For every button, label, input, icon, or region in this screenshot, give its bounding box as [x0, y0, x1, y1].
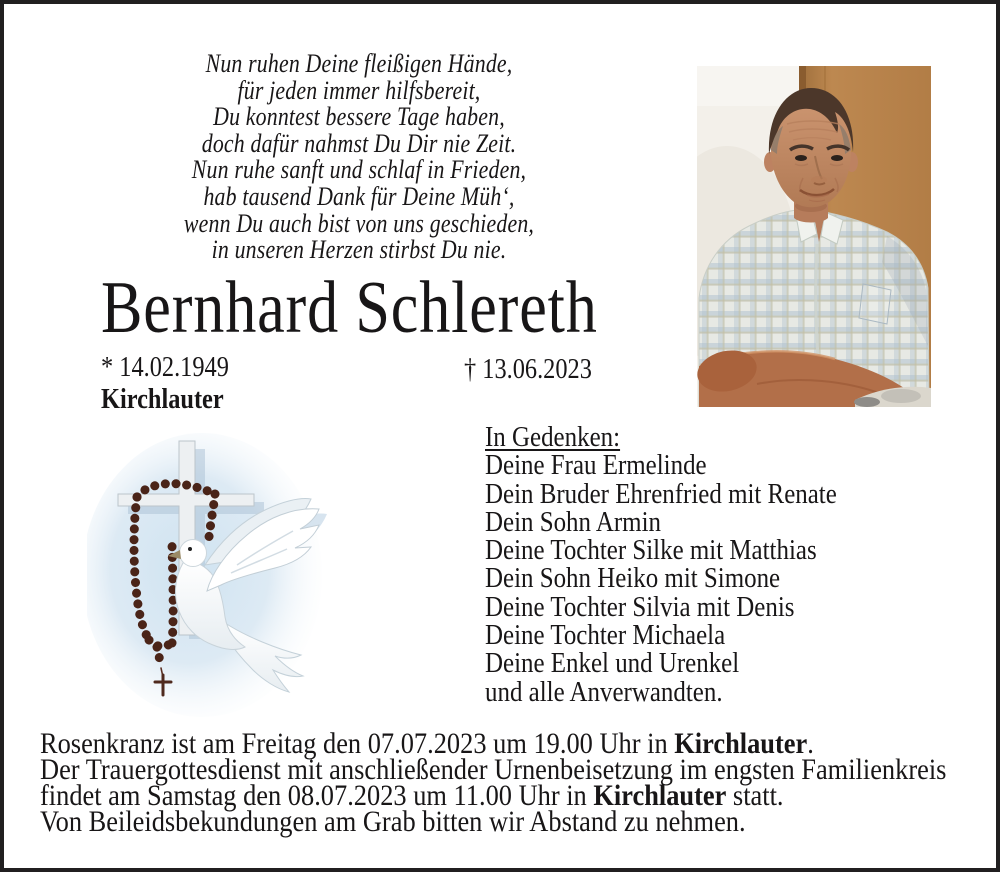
poem-line: Nun ruhen Deine fleißigen Hände,	[205, 49, 513, 78]
poem-line: Du konntest bessere Tage haben,	[213, 102, 505, 132]
portrait-photo	[697, 66, 931, 407]
memorial-line: Dein Bruder Ehrenfried mit Renate	[485, 477, 837, 510]
memorial-heading: In Gedenken:	[485, 421, 621, 453]
poem-line: Nun ruhe sanft und schlaf in Frieden,	[191, 155, 527, 185]
bold-text-segment: Kirchlauter	[593, 779, 727, 812]
text-segment: Von Beileidsbekundungen am Grab bitten wir Abstand zu nehmen.	[40, 805, 746, 838]
poem-line: doch dafür nahmst Du Dir nie Zeit.	[201, 128, 517, 158]
dove-eye	[188, 547, 192, 551]
eye-right	[831, 155, 843, 161]
text-segment: statt.	[726, 779, 784, 812]
funeral-announcement	[40, 727, 947, 838]
memorial-section	[485, 423, 837, 706]
text-segment: .	[807, 727, 814, 760]
text-segment: Rosenkranz ist am Freitag den 07.07.2023 um 19.00 Uhr in	[40, 727, 675, 760]
text-segment: Der Trauergottesdienst mit anschließender Urnenbeisetzung im engsten Familienkreis	[40, 753, 947, 786]
poem-line: hab tausend Dank für Deine Müh‘,	[203, 181, 515, 211]
eye-left	[795, 155, 807, 161]
death-date: † 13.06.2023	[464, 353, 592, 385]
memorial-list	[485, 451, 837, 706]
birth-date: * 14.02.1949	[101, 351, 229, 383]
memorial-line: Deine Tochter Silvia mit Denis	[485, 590, 795, 623]
memorial-line: Dein Sohn Armin	[485, 505, 661, 538]
announcement-line	[40, 805, 946, 838]
poem-line: für jeden immer hilfsbereit,	[237, 75, 481, 105]
text-segment: findet am Samstag den 08.07.2023 um 11.00 Uhr in	[40, 779, 594, 812]
dove-head	[180, 540, 207, 567]
memorial-line: Deine Enkel und Urenkel	[485, 647, 740, 680]
memorial-line: Deine Tochter Michaela	[485, 619, 726, 652]
dove-cross-rosary-illustration	[87, 425, 349, 727]
poem-line: in unseren Herzen stirbst Du nie.	[211, 235, 507, 265]
bold-text-segment: Kirchlauter	[674, 727, 808, 760]
memorial-line: Deine Tochter Silke mit Matthias	[485, 534, 817, 567]
memorial-line: Deine Frau Ermelinde	[485, 449, 707, 482]
deceased-name: Bernhard Schlereth	[101, 267, 598, 349]
residence: Kirchlauter	[101, 383, 224, 415]
memorial-line: Dein Sohn Heiko mit Simone	[485, 562, 781, 595]
poem-line: wenn Du auch bist von uns geschieden,	[183, 208, 535, 238]
poem	[162, 51, 557, 264]
memorial-line: und alle Anverwandten.	[485, 675, 723, 708]
